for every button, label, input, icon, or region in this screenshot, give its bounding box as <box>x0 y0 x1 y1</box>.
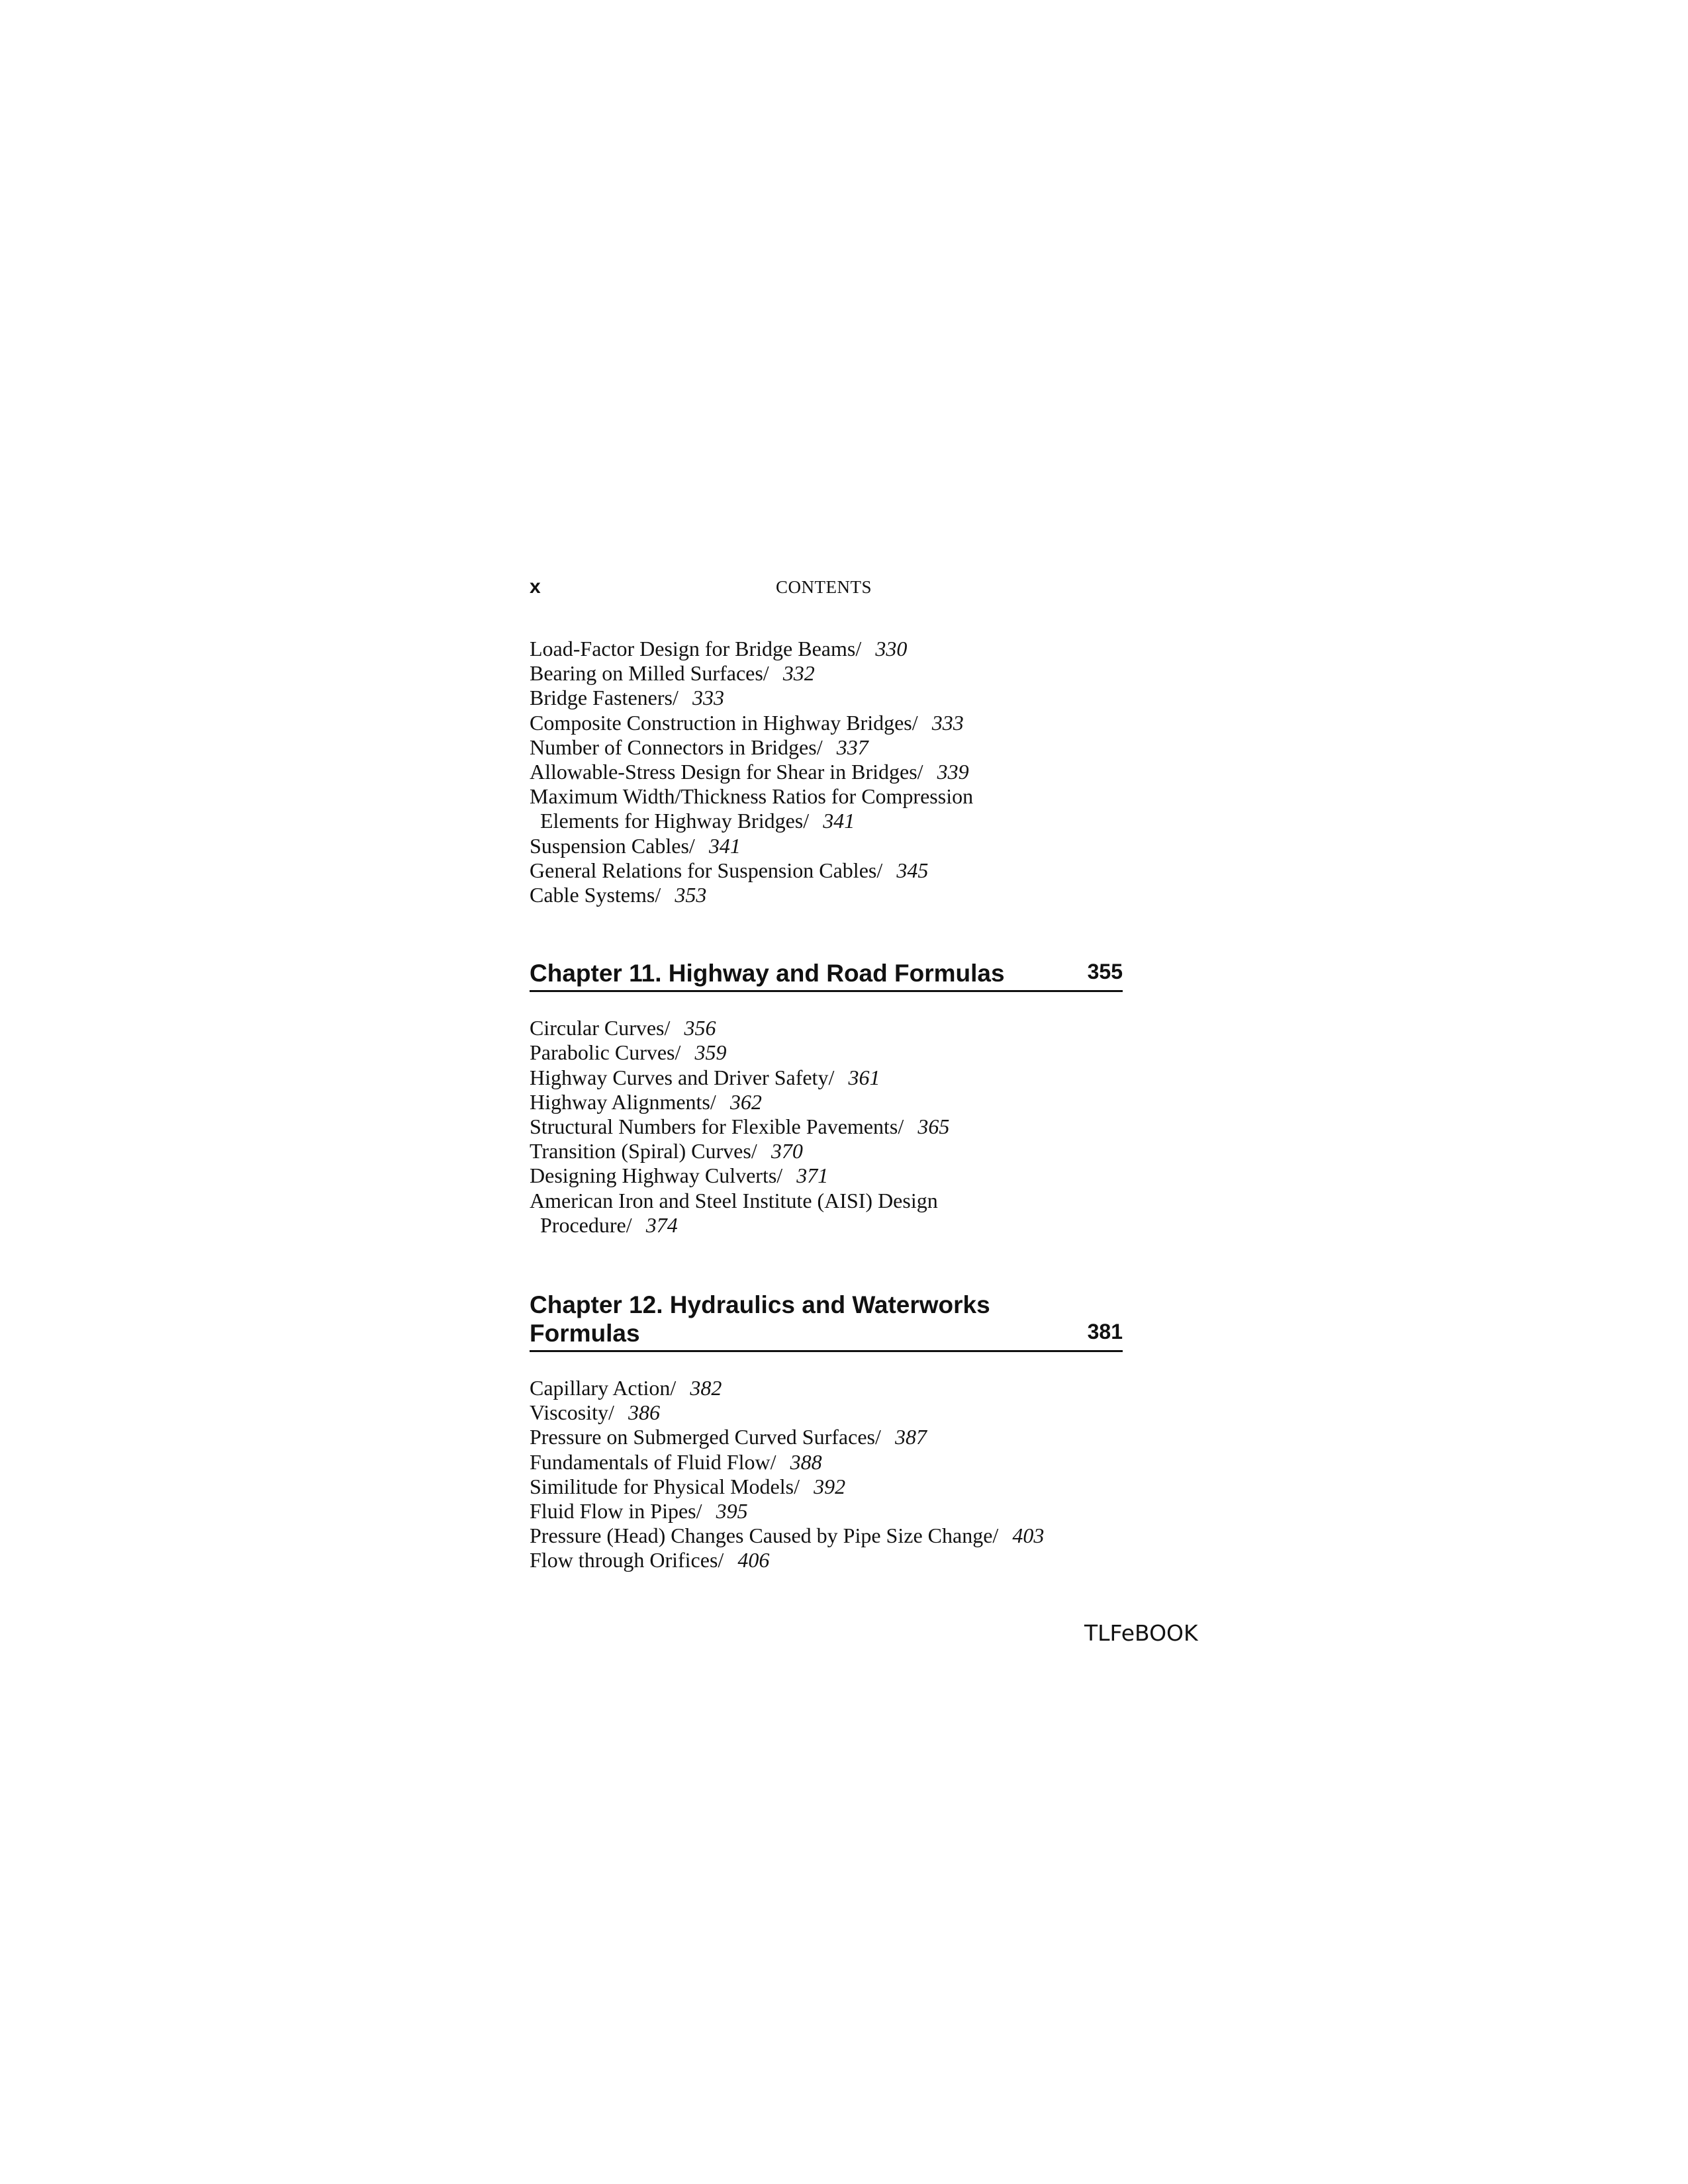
toc-entry: Allowable-Stress Design for Shear in Bridges/ 339 <box>530 760 969 784</box>
toc-entry-title: Transition (Spiral) Curves <box>530 1139 751 1163</box>
toc-list-chapter-12 <box>530 1376 1125 1573</box>
chapter-title-line-2: Formulas <box>530 1320 640 1347</box>
toc-entry-page: 341 <box>708 833 741 858</box>
toc-entry-page: 362 <box>729 1089 762 1114</box>
toc-entry: Suspension Cables/ 341 <box>530 833 741 858</box>
toc-entry-title: Highway Alignments <box>530 1089 710 1114</box>
toc-entry-page: 370 <box>771 1139 803 1163</box>
toc-entry: Transition (Spiral) Curves/ 370 <box>530 1139 803 1163</box>
toc-entry: Flow through Orifices/ 406 <box>530 1548 770 1572</box>
toc-list-chapter-11 <box>530 1016 1125 1238</box>
toc-entry: General Relations for Suspension Cables/ 345 <box>530 858 929 882</box>
toc-entry-page: 332 <box>782 661 815 686</box>
toc-entry-page: 353 <box>675 883 707 907</box>
toc-entry-title: Pressure on Submerged Curved Surfaces <box>530 1425 875 1449</box>
toc-entry-page: 403 <box>1012 1524 1045 1548</box>
toc-entry: Fundamentals of Fluid Flow/ 388 <box>530 1449 822 1474</box>
toc-entry-page: 406 <box>737 1548 770 1572</box>
toc-entry: Fluid Flow in Pipes/ 395 <box>530 1499 748 1524</box>
toc-entry-title: Load-Factor Design for Bridge Beams <box>530 637 856 660</box>
toc-entry-title: Designing Highway Culverts <box>530 1163 777 1188</box>
chapter-page-number: 355 <box>1087 960 1123 984</box>
toc-entry: Viscosity/ 386 <box>530 1400 660 1425</box>
toc-entry: Parabolic Curves/ 359 <box>530 1040 727 1065</box>
toc-entry-page: 361 <box>848 1065 880 1089</box>
toc-entry-page: 387 <box>894 1425 927 1449</box>
chapter-12-heading <box>530 1291 1123 1352</box>
toc-entry-page: 371 <box>796 1163 829 1188</box>
toc-entry: Maximum Width/Thickness Ratios for Compression Elements for Highway Bridges/ 341 <box>530 784 974 833</box>
toc-entry-page: 365 <box>917 1115 950 1139</box>
toc-entry-page: 339 <box>937 760 969 784</box>
toc-entry-title: Bridge Fasteners <box>530 686 673 710</box>
toc-entry: American Iron and Steel Institute (AISI) Design Procedure/ 374 <box>530 1188 938 1237</box>
toc-entry-title: Allowable-Stress Design for Shear in Bridges <box>530 760 917 784</box>
toc-entry-title: Fundamentals of Fluid Flow <box>530 1449 771 1474</box>
toc-entry-title: Parabolic Curves <box>530 1040 675 1065</box>
toc-entry-title: Pressure (Head) Changes Caused by Pipe Size Change <box>530 1524 993 1548</box>
toc-entry-title: Flow through Orifices <box>530 1548 718 1572</box>
toc-entry-page: 386 <box>628 1400 660 1425</box>
toc-entry-title: Similitude for Physical Models <box>530 1474 794 1498</box>
toc-entry-title: Viscosity <box>530 1400 608 1425</box>
running-head <box>530 576 1125 602</box>
toc-entry-title: Suspension Cables <box>530 833 689 858</box>
toc-entry-page: 333 <box>931 710 964 735</box>
toc-entry-title: Composite Construction in Highway Bridges <box>530 710 912 735</box>
toc-entry: Structural Numbers for Flexible Pavements/ 365 <box>530 1115 950 1139</box>
running-head-title: CONTENTS <box>776 577 872 597</box>
chapter-title: Chapter 11. Highway and Road Formulas <box>530 960 1005 987</box>
toc-entry-title: Circular Curves <box>530 1016 665 1040</box>
toc-entry: Pressure (Head) Changes Caused by Pipe Size Change/ 403 <box>530 1524 1045 1548</box>
toc-entry: Pressure on Submerged Curved Surfaces/ 387 <box>530 1425 927 1449</box>
toc-entry-page: 374 <box>645 1212 678 1237</box>
toc-entry: Cable Systems/ 353 <box>530 883 707 907</box>
toc-entry-page: 382 <box>690 1376 722 1400</box>
contents-page <box>530 576 1125 1573</box>
page-folio: x <box>530 576 541 598</box>
toc-entry: Highway Alignments/ 362 <box>530 1089 762 1114</box>
toc-entry-title: Bearing on Milled Surfaces <box>530 661 763 686</box>
toc-entry-page: 388 <box>790 1449 822 1474</box>
toc-entry: Load-Factor Design for Bridge Beams/ 330 <box>530 637 908 660</box>
toc-entry-title: General Relations for Suspension Cables <box>530 858 877 882</box>
toc-entry-page: 395 <box>716 1499 748 1524</box>
chapter-page-number: 381 <box>1087 1320 1123 1344</box>
toc-entry: Highway Curves and Driver Safety/ 361 <box>530 1065 880 1089</box>
toc-entry: Composite Construction in Highway Bridges/ 333 <box>530 710 964 735</box>
toc-entry: Bearing on Milled Surfaces/ 332 <box>530 661 815 686</box>
toc-entry: Number of Connectors in Bridges/ 337 <box>530 735 868 759</box>
toc-entry-title: Structural Numbers for Flexible Pavements <box>530 1115 898 1139</box>
toc-entry: Similitude for Physical Models/ 392 <box>530 1474 846 1498</box>
toc-entry-title: Maximum Width/Thickness Ratios for Compression Elements for Highway Bridges <box>530 784 974 833</box>
toc-entry-title: Cable Systems <box>530 883 655 907</box>
toc-entry-page: 341 <box>823 809 855 833</box>
chapter-title-line-1: Chapter 12. Hydraulics and Waterworks <box>530 1291 990 1319</box>
toc-entry-title: American Iron and Steel Institute (AISI) Design Procedure <box>530 1188 938 1237</box>
toc-entry-page: 356 <box>684 1016 716 1040</box>
toc-entry-title: Capillary Action <box>530 1376 671 1400</box>
toc-entry-title: Highway Curves and Driver Safety <box>530 1065 829 1089</box>
toc-entry: Circular Curves/ 356 <box>530 1016 716 1040</box>
toc-entry-page: 345 <box>896 858 929 882</box>
tlfebook-watermark: TLFeBOOK <box>1084 1620 1198 1646</box>
toc-entry-page: 337 <box>836 735 868 759</box>
toc-entry-page: 359 <box>694 1040 727 1065</box>
toc-entry-title: Fluid Flow in Pipes <box>530 1499 696 1524</box>
toc-entry-page: 333 <box>692 686 724 710</box>
toc-entry-title: Number of Connectors in Bridges <box>530 735 817 759</box>
toc-entry-page: 392 <box>814 1474 846 1498</box>
toc-entry: Bridge Fasteners/ 333 <box>530 686 724 710</box>
chapter-11-heading <box>530 959 1123 992</box>
toc-entry: Capillary Action/ 382 <box>530 1376 722 1400</box>
toc-entry: Designing Highway Culverts/ 371 <box>530 1163 829 1188</box>
toc-list-continued <box>530 637 1125 907</box>
toc-entry-page: 330 <box>875 637 908 660</box>
